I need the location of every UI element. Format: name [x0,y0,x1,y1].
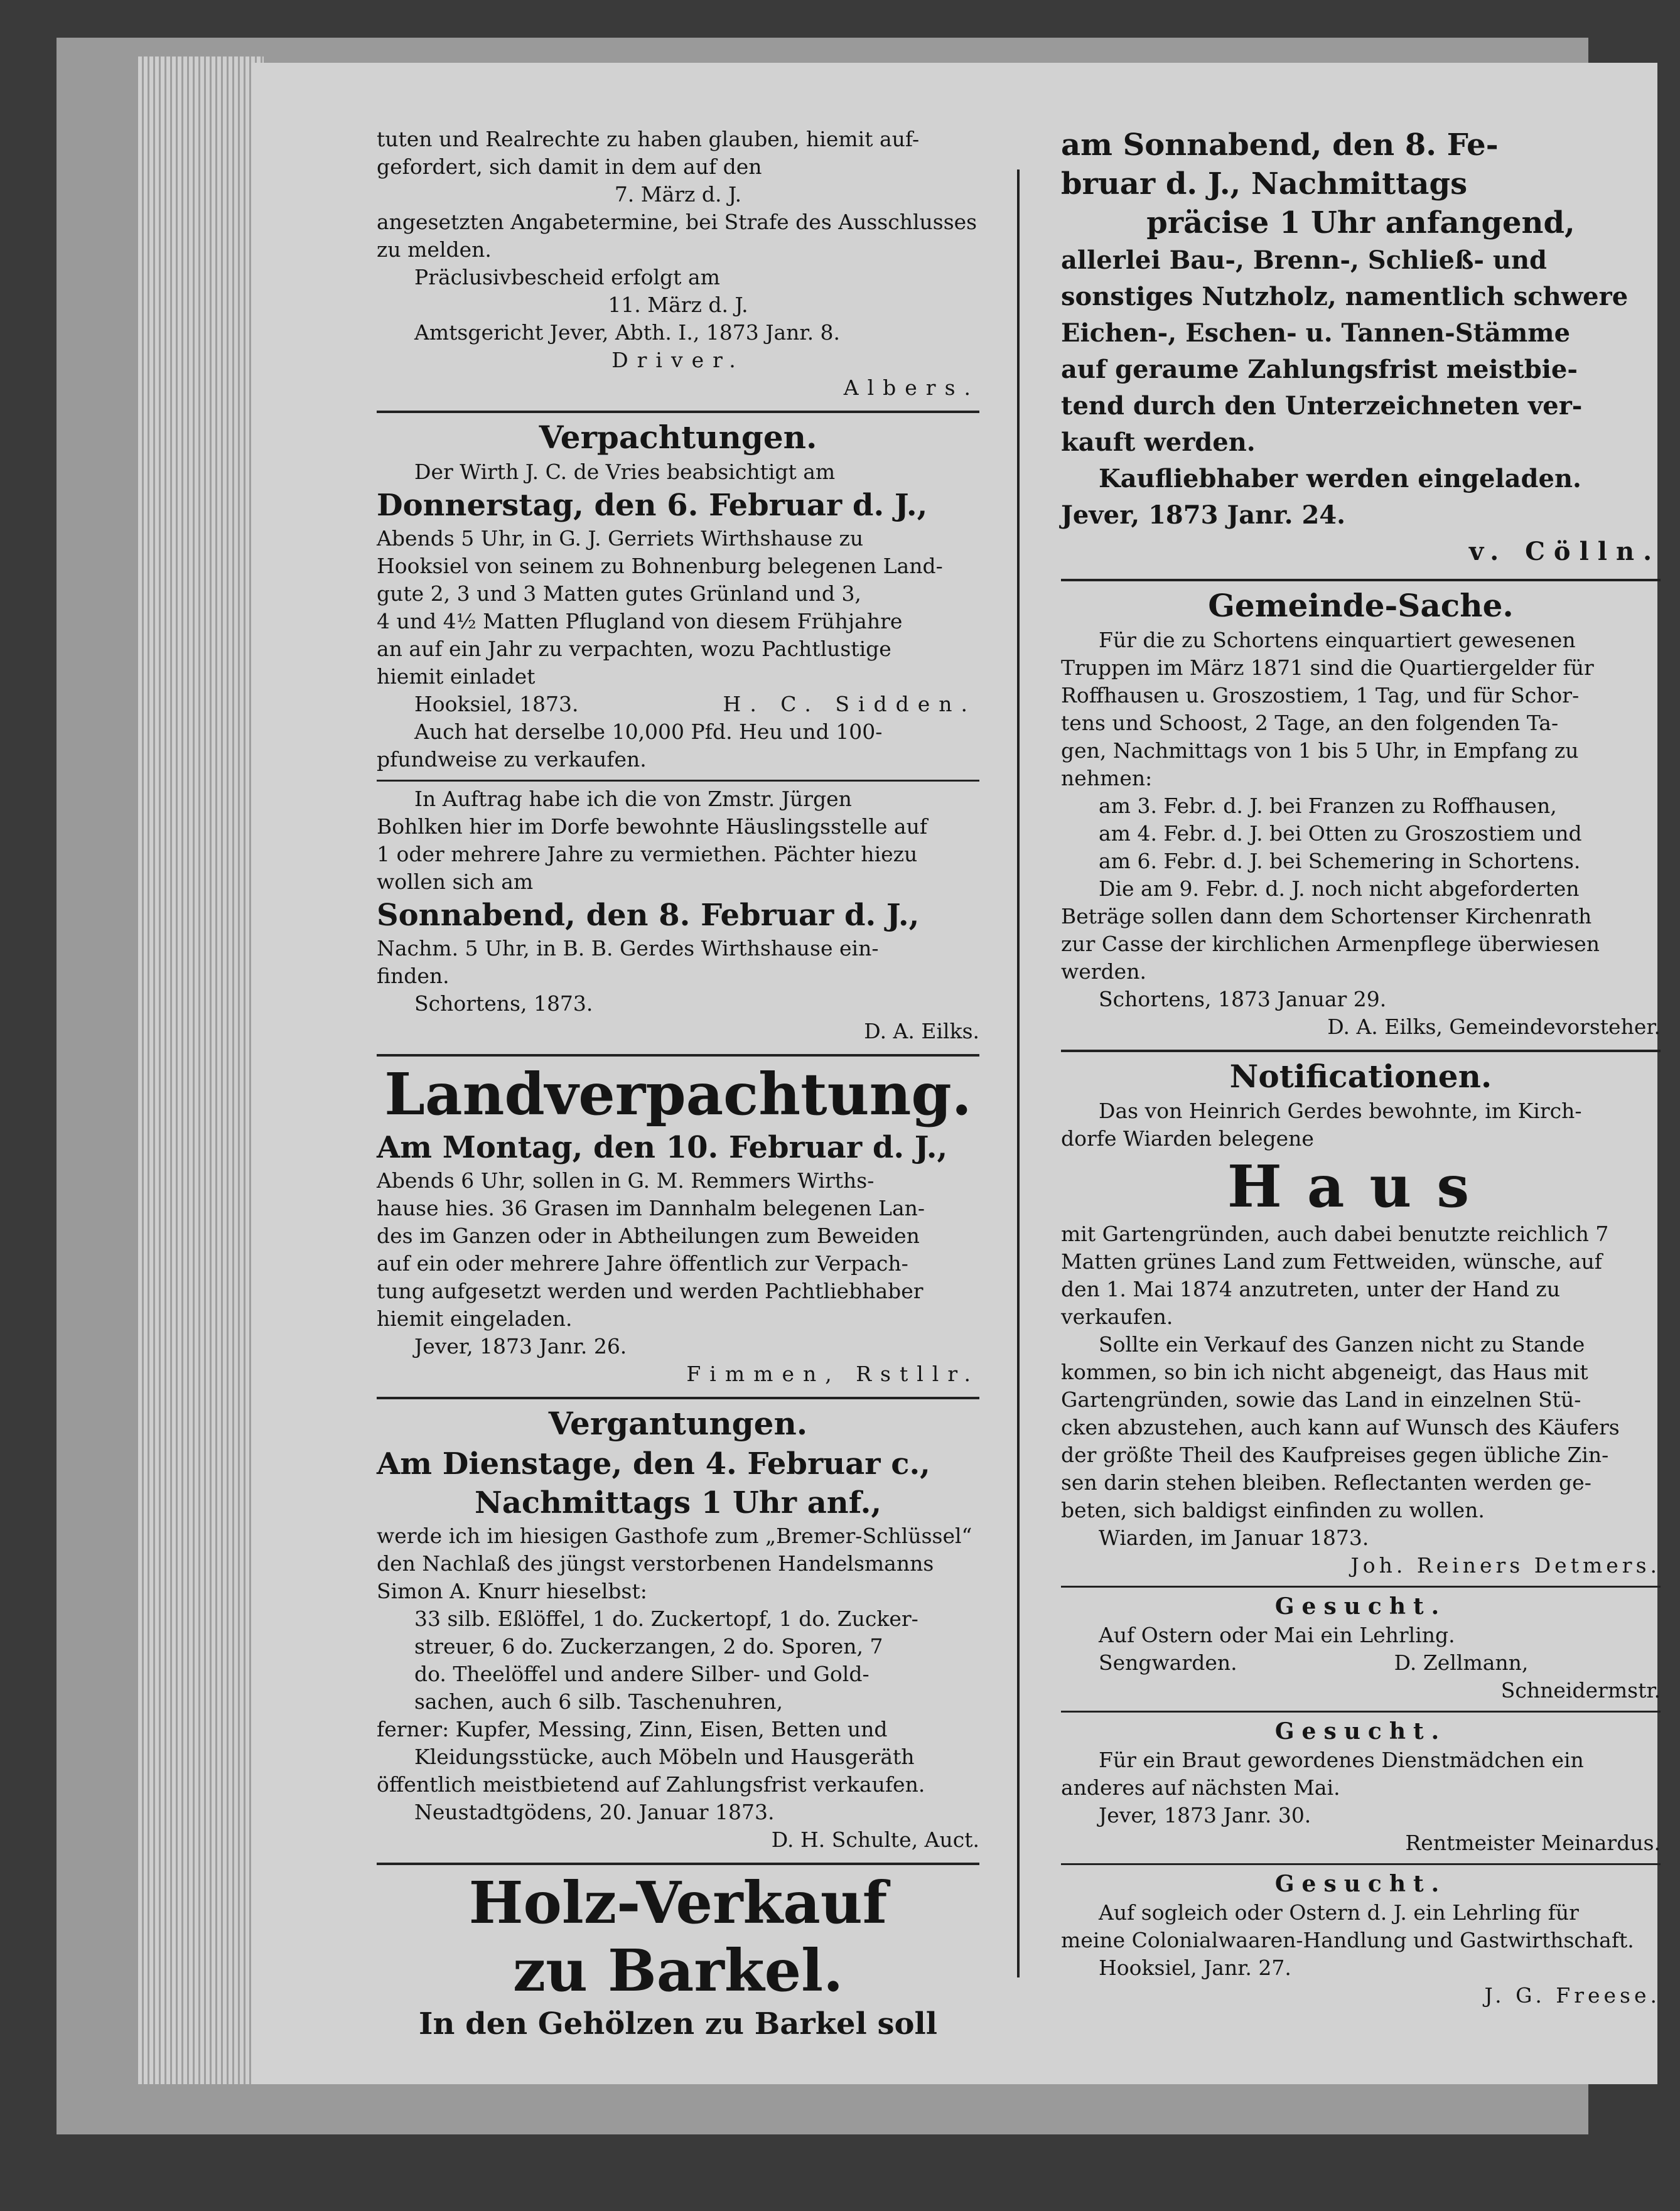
text-line: Hooksiel von seinem zu Bohnenburg belegenen Land- [377,554,943,578]
text-line: finden. [377,964,450,988]
text-line: In den Gehölzen zu Barkel soll [419,2006,937,2042]
text-line: sen darin stehen bleiben. Reflectanten werden ge- [1061,1470,1591,1495]
signature: D. Zellmann, [1394,1650,1529,1675]
text-line: am 4. Febr. d. J. bei Otten zu Groszostiem und [1099,821,1582,846]
text-line: des im Ganzen oder in Abtheilungen zum Beweiden [377,1224,920,1248]
text-line: wollen sich am [377,869,534,894]
text-line: Gartengründen, sowie das Land in einzelnen Stü- [1061,1387,1581,1412]
section-rule [377,780,979,782]
signature-line: Joh. Reiners Detmers. [1350,1553,1661,1578]
text-line [377,691,979,718]
text-line: tuten und Realrechte zu haben glauben, hiemit auf- [377,127,920,151]
text-line: Beträge sollen dann dem Schortenser Kirchenrath [1061,904,1592,928]
text-line: Bohlken hier im Dorfe bewohnte Häuslingsstelle auf [377,814,928,839]
text-line: 4 und 4½ Matten Pflugland von diesem Frühjahre [377,609,903,633]
section-rule [1061,1050,1661,1052]
text-line: ferner: Kupfer, Messing, Zinn, Eisen, Betten und [377,1717,888,1741]
signature-line: D. A. Eilks. [864,1019,979,1043]
text-line: 11. März d. J. [608,293,748,317]
signature-line: D. A. Eilks, Gemeindevorsteher. [1327,1014,1661,1039]
text-line: gute 2, 3 und 3 Matten gutes Grünland und 3, [377,581,861,606]
section-rule [1061,1586,1661,1588]
text-line: Abends 5 Uhr, in G. J. Gerriets Wirthshause zu [377,526,864,551]
place-date: Hooksiel, 1873. [414,692,579,716]
text-line: Jever, 1873 Janr. 24. [1061,500,1346,530]
text-line: werde ich im hiesigen Gasthofe zum „Bremer-Schlüssel“ [377,1524,972,1548]
column-rule [1017,169,1020,1977]
text-line: cken abzustehen, auch kann auf Wunsch des Käufers [1061,1415,1620,1439]
text-line: nehmen: [1061,766,1153,790]
text-line: kauft werden. [1061,428,1256,457]
text-line: angesetzten Angabetermine, bei Strafe des Ausschlusses [377,210,977,234]
text-line: öffentlich meistbietend auf Zahlungsfrist verkaufen. [377,1772,925,1797]
section-heading: Notificationen. [1229,1058,1492,1095]
date-heading: Donnerstag, den 6. Februar d. J., [377,488,928,523]
text-line: Amtsgericht Jever, Abth. I., 1873 Janr. 8. [414,320,841,345]
haus-heading: Haus [1227,1153,1495,1220]
text-line: Simon A. Knurr hieselbst: [377,1579,647,1603]
text-line: gen, Nachmittags von 1 bis 5 Uhr, in Empfang zu [1061,738,1579,763]
text-line: allerlei Bau-, Brenn-, Schließ- und [1061,245,1548,275]
date-heading: Sonnabend, den 8. Februar d. J., [377,898,920,933]
text-line: der größte Theil des Kaufpreises gegen übliche Zin- [1061,1443,1609,1467]
signature-line: Albers. [843,375,979,400]
text-line: 7. März d. J. [614,182,742,207]
text-line: Roffhausen u. Groszostiem, 1 Tag, und für Schor- [1061,683,1580,707]
section-subheading: zu Barkel. [512,1937,844,2004]
text-line: beten, sich baldigst einfinden zu wollen. [1061,1498,1485,1522]
text-line: Kaufliebhaber werden eingeladen. [1099,464,1581,493]
text-line: streuer, 6 do. Zuckerzangen, 2 do. Sporen, 7 [414,1634,883,1659]
text-line [1061,1649,1661,1677]
text-line: den Nachlaß des jüngst verstorbenen Handelsmanns [377,1551,934,1576]
right-column [1061,126,1661,2009]
section-rule [1061,579,1661,581]
text-line: pfundweise zu verkaufen. [377,747,647,772]
text-line: sachen, auch 6 silb. Taschenuhren, [414,1689,783,1714]
text-line: Schortens, 1873. [414,991,593,1016]
text-line: tens und Schoost, 2 Tage, an den folgenden Ta- [1061,711,1559,735]
date-heading: Am Montag, den 10. Februar d. J., [377,1130,948,1165]
page-stack [138,56,264,2084]
text-line: hause hies. 36 Grasen im Dannhalm belegenen Lan- [377,1196,925,1220]
text-line: Die am 9. Febr. d. J. noch nicht abgeforderten [1099,876,1580,901]
section-heading: Landverpachtung. [384,1060,972,1128]
section-rule [1061,1863,1661,1865]
text-line: Nachm. 5 Uhr, in B. B. Gerdes Wirthshause ein- [377,936,879,960]
place: Sengwarden. [1099,1650,1237,1675]
left-column [377,126,979,2043]
text-line: 1 oder mehrere Jahre zu vermiethen. Pächter hiezu [377,842,918,866]
text-line: do. Theelöffel und andere Silber- und Gold- [414,1662,870,1686]
date-heading: bruar d. J., Nachmittags [1061,166,1468,202]
signature-line: Fimmen, Rstllr. [686,1362,979,1386]
signature: H. C. Sidden. [723,692,977,716]
text-line: zur Casse der kirchlichen Armenpflege überwiesen [1061,932,1600,956]
text-line: kommen, so bin ich nicht abgeneigt, das Haus mit [1061,1360,1588,1384]
text-line: Für die zu Schortens einquartiert gewesenen [1099,628,1576,652]
text-line: Neustadtgödens, 20. Januar 1873. [414,1800,775,1824]
text-line: hiemit eingeladen. [377,1306,573,1331]
signature-line: Rentmeister Meinardus. [1405,1831,1661,1855]
text-line: Hooksiel, Janr. 27. [1099,1955,1291,1980]
section-rule [377,1397,979,1399]
text-line: Der Wirth J. C. de Vries beabsichtigt am [414,460,836,484]
text-line: hiemit einladet [377,664,536,689]
text-line: auf ein oder mehrere Jahre öffentlich zur Verpach- [377,1251,908,1276]
signature-line: D. H. Schulte, Auct. [771,1827,979,1852]
text-line: 33 silb. Eßlöffel, 1 do. Zuckertopf, 1 do. Zucker- [414,1606,918,1631]
text-line: Präclusivbescheid erfolgt am [414,265,720,289]
text-line: Das von Heinrich Gerdes bewohnte, im Kirch- [1099,1099,1582,1123]
text-line: den 1. Mai 1874 anzutreten, unter der Hand zu [1061,1277,1560,1301]
text-line: am 6. Febr. d. J. bei Schemering in Schortens. [1099,849,1581,873]
text-line: auf geraume Zahlungsfrist meistbie- [1061,355,1578,384]
date-heading: am Sonnabend, den 8. Fe- [1061,127,1499,163]
section-rule [377,1054,979,1057]
date-heading: Am Dienstage, den 4. Februar c., [377,1446,930,1482]
text-line: Abends 6 Uhr, sollen in G. M. Remmers Wirths- [377,1168,875,1193]
text-line: Für ein Braut gewordenes Dienstmädchen ein [1099,1748,1584,1772]
signature-line: Schneidermstr. [1500,1678,1661,1703]
text-line: Sollte ein Verkauf des Ganzen nicht zu Stande [1099,1332,1585,1357]
section-rule [377,1863,979,1865]
signature-line: v. Cölln. [1469,537,1661,566]
text-line: werden. [1061,959,1146,984]
text-line: Wiarden, im Januar 1873. [1099,1525,1369,1550]
section-rule [377,411,979,413]
wanted-heading: Gesucht. [1274,1718,1447,1745]
text-line: In Auftrag habe ich die von Zmstr. Jürgen [414,787,852,811]
text-line: dorfe Wiarden belegene [1061,1126,1314,1151]
time-heading: Nachmittags 1 Uhr anf., [474,1485,882,1520]
text-line: Truppen im März 1871 sind die Quartiergelder für [1061,655,1594,680]
text-line: Schortens, 1873 Januar 29. [1099,987,1387,1011]
text-line: Auch hat derselbe 10,000 Pfd. Heu und 100- [414,719,883,744]
text-line: Eichen-, Eschen- u. Tannen-Stämme [1061,318,1571,348]
text-line: Auf sogleich oder Ostern d. J. ein Lehrling für [1099,1900,1579,1925]
text-line: zu melden. [377,237,492,262]
text-line: Kleidungsstücke, auch Möbeln und Hausgeräth [414,1745,915,1769]
text-line: tend durch den Unterzeichneten ver- [1061,391,1583,421]
text-line: tung aufgesetzt werden und werden Pachtliebhaber [377,1279,923,1303]
text-line: mit Gartengründen, auch dabei benutzte reichlich 7 [1061,1222,1609,1246]
section-heading: Vergantungen. [548,1405,808,1442]
text-line: meine Colonialwaaren-Handlung und Gastwirthschaft. [1061,1928,1634,1952]
wanted-heading: Gesucht. [1274,1871,1447,1897]
text-line: anderes auf nächsten Mai. [1061,1775,1340,1800]
section-heading: Gemeinde-Sache. [1208,587,1514,624]
text-line: gefordert, sich damit in dem auf den [377,154,762,179]
text-line: Auf Ostern oder Mai ein Lehrling. [1099,1623,1455,1647]
text-line: verkaufen. [1061,1305,1173,1329]
signature-line: Driver. [611,348,745,372]
section-heading: Verpachtungen. [539,419,817,456]
section-heading: Holz-Verkauf [468,1869,888,1937]
text-line: am 3. Febr. d. J. bei Franzen zu Roffhausen, [1099,793,1557,818]
text-line: Jever, 1873 Janr. 30. [1099,1803,1311,1827]
text-line: an auf ein Jahr zu verpachten, wozu Pachtlustige [377,637,891,661]
text-line: Matten grünes Land zum Fettweiden, wünsche, auf [1061,1249,1602,1274]
text-line: sonstiges Nutzholz, namentlich schwere [1061,282,1629,311]
time-heading: präcise 1 Uhr anfangend, [1146,205,1575,240]
section-rule [1061,1711,1661,1713]
wanted-heading: Gesucht. [1274,1593,1447,1620]
signature-line: J. G. Freese. [1484,1983,1661,2008]
text-line: Jever, 1873 Janr. 26. [414,1334,627,1358]
